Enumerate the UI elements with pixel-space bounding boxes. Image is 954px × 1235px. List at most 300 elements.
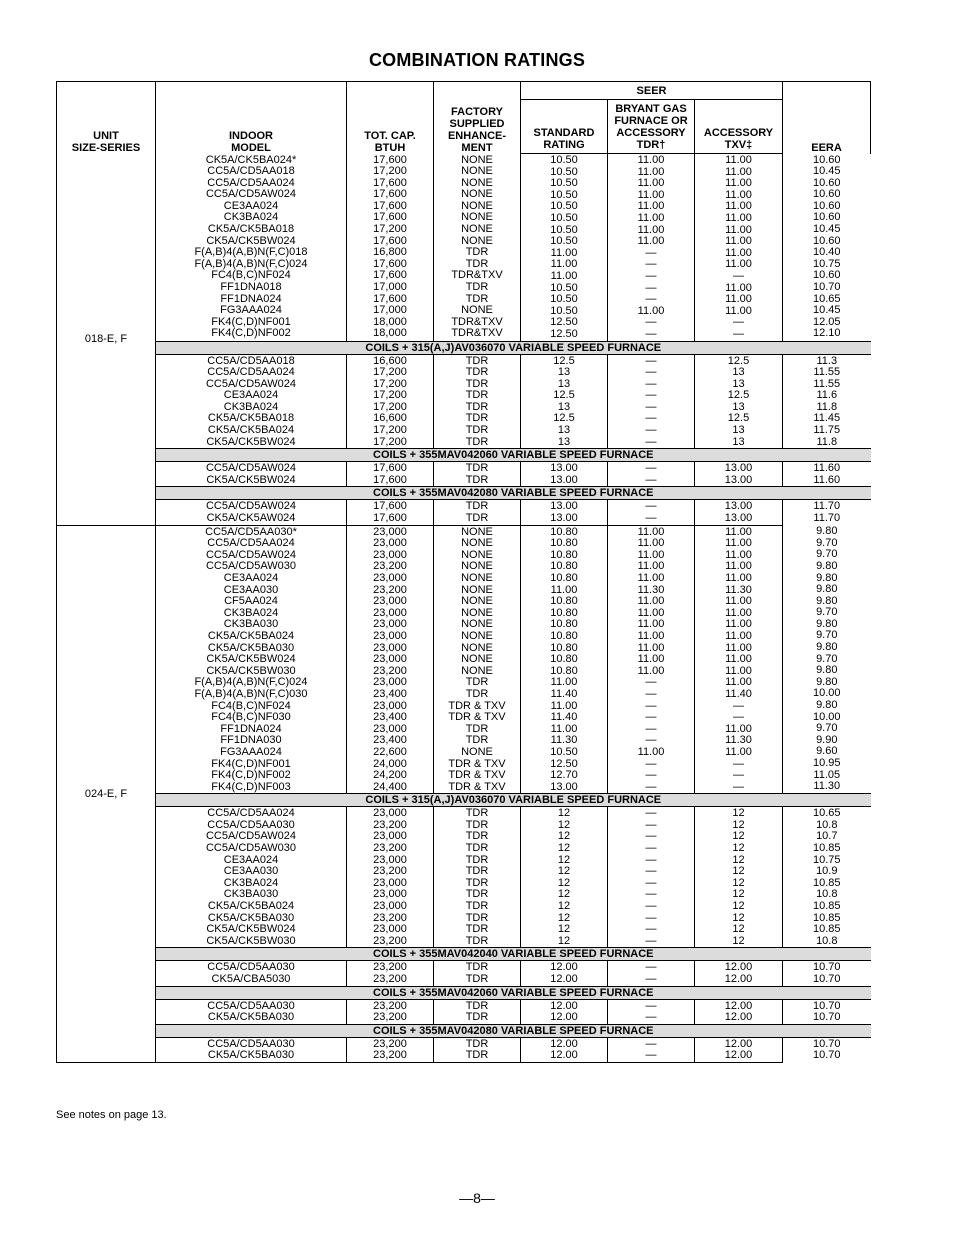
- table-cell: 11.55: [813, 377, 841, 390]
- table-cell: —: [645, 354, 657, 367]
- table-cell: 11.00: [550, 246, 578, 259]
- table-cell: 10.70: [813, 999, 841, 1012]
- table-cell: 10.80: [550, 572, 578, 584]
- table-cell: 11.00: [637, 641, 665, 654]
- table-cell: TDR: [465, 865, 489, 878]
- table-cell: 23,000: [373, 830, 407, 843]
- table-cell: —: [645, 757, 657, 770]
- table-cell: NONE: [461, 537, 493, 550]
- table-cell: CC5A/CD5AA030: [207, 1037, 295, 1050]
- table-cell: 10.80: [550, 629, 578, 642]
- table-cell: CK5A/CK5BA024: [207, 900, 295, 913]
- table-cell: TDR: [465, 257, 489, 270]
- table-cell: 9.60: [816, 745, 838, 758]
- table-cell: 13.00: [724, 462, 753, 475]
- table-cell: 17,600: [373, 234, 407, 247]
- table-cell: 12: [732, 923, 745, 936]
- table-cell: CK5A/CK5BW024: [206, 653, 296, 666]
- col-header-bryant-tdr: BRYANT GAS FURNACE OR ACCESSORY TDR†: [608, 100, 695, 154]
- table-cell: CE3AA024: [223, 199, 279, 212]
- table-cell: 11.00: [725, 304, 752, 317]
- table-cell: TDR: [465, 722, 489, 735]
- table-cell: 12.00: [550, 961, 578, 974]
- table-cell: CC5A/CD5AA030: [207, 999, 295, 1012]
- table-cell: 12: [732, 876, 745, 889]
- table-cell: NONE: [461, 583, 493, 596]
- table-cell: 10.70: [813, 973, 841, 985]
- table-cell: CC5A/CD5AA024: [207, 807, 295, 820]
- table-cell: CC5A/CD5AA024: [207, 176, 295, 189]
- eera-cell: [783, 961, 871, 986]
- table-cell: 13.00: [550, 780, 578, 793]
- table-cell: 10.70: [813, 281, 841, 294]
- table-cell: —: [645, 473, 657, 486]
- table-cell: 11.70: [813, 500, 841, 513]
- table-cell: 16,600: [373, 354, 407, 367]
- table-cell: 10.80: [550, 606, 578, 619]
- table-cell: 10.85: [813, 842, 841, 855]
- table-cell: FF1DNA024: [220, 722, 282, 735]
- table-cell: 12.5: [553, 389, 575, 402]
- table-cell: CE3AA030: [223, 865, 279, 878]
- table-cell: —: [733, 711, 745, 724]
- table-cell: 12: [557, 888, 571, 901]
- table-row-group: [57, 354, 871, 449]
- table-cell: 12.00: [724, 999, 753, 1012]
- table-cell: 11.00: [637, 653, 665, 666]
- table-cell: 10.65: [813, 292, 841, 305]
- table-cell: NONE: [461, 641, 493, 654]
- table-cell: CK3BA024: [223, 400, 279, 413]
- table-row-group: [57, 999, 871, 1024]
- table-cell: —: [645, 699, 657, 712]
- table-cell: 17,600: [373, 512, 407, 525]
- table-cell: 12: [557, 818, 571, 831]
- table-cell: CK5A/CK5BA024*: [205, 153, 297, 166]
- table-cell: 10.75: [813, 257, 841, 270]
- accessory-txv-cell: [695, 807, 783, 948]
- accessory-txv-cell: [695, 462, 783, 487]
- table-cell: CK3BA024: [223, 211, 279, 224]
- table-cell: 23,200: [373, 999, 407, 1012]
- table-cell: 23,200: [373, 973, 407, 985]
- table-cell: 17,200: [373, 389, 407, 402]
- table-cell: CC5A/CD5AW024: [205, 377, 297, 390]
- page-number: —8—: [459, 1190, 495, 1206]
- standard-rating-cell: [521, 961, 608, 986]
- table-cell: FK4(C,D)NF003: [211, 780, 291, 793]
- table-cell: CK3BA030: [223, 618, 279, 631]
- table-cell: 12: [732, 807, 745, 820]
- table-cell: 13: [557, 400, 571, 413]
- table-cell: TDR & TXV: [448, 699, 506, 712]
- table-cell: NONE: [461, 525, 493, 538]
- table-cell: 23,200: [373, 911, 407, 924]
- table-cell: 10.60: [813, 153, 841, 166]
- table-cell: FC4(B,C)NF024: [211, 699, 291, 712]
- table-cell: 10.50: [550, 211, 578, 224]
- table-cell: 23,200: [373, 842, 407, 855]
- table-cell: CC5A/CD5AW024: [205, 500, 297, 513]
- table-cell: 23,000: [373, 525, 407, 538]
- table-cell: 23,000: [373, 595, 407, 608]
- table-cell: 9.80: [816, 583, 838, 596]
- furnace-band-label: COILS + 355MAV042080 VARIABLE SPEED FURNACE: [156, 487, 871, 500]
- table-cell: 17,000: [373, 304, 407, 317]
- table-cell: TDR & TXV: [448, 780, 506, 793]
- table-cell: 11.70: [813, 512, 841, 525]
- table-cell: 10.85: [813, 876, 841, 889]
- col-header-factory-enhancement: FACTORY SUPPLIED ENHANCE- MENT: [434, 82, 521, 154]
- table-cell: TDR: [465, 923, 489, 936]
- table-cell: —: [645, 853, 657, 866]
- table-cell: 11.00: [725, 165, 752, 178]
- table-cell: TDR: [465, 934, 489, 947]
- table-cell: CC5A/CD5AA018: [207, 165, 295, 178]
- table-cell: 11.00: [637, 572, 665, 584]
- table-cell: FK4(C,D)NF002: [211, 769, 291, 782]
- table-cell: TDR: [465, 676, 489, 689]
- table-cell: 12.50: [550, 316, 578, 329]
- table-cell: —: [645, 876, 657, 889]
- table-cell: 10.80: [550, 641, 578, 654]
- table-cell: —: [645, 780, 657, 793]
- table-cell: TDR: [465, 818, 489, 831]
- table-cell: —: [645, 269, 657, 282]
- enhancement-cell: [434, 807, 521, 948]
- table-cell: 17,600: [373, 500, 407, 513]
- table-cell: 12.00: [550, 973, 578, 985]
- standard-rating-cell: [521, 462, 608, 487]
- table-cell: —: [645, 435, 657, 448]
- table-cell: 11.30: [813, 780, 841, 793]
- table-cell: 12.50: [550, 327, 578, 340]
- furnace-band-label: COILS + 355MAV042060 VARIABLE SPEED FURNACE: [156, 986, 871, 999]
- table-cell: 11.00: [725, 595, 752, 608]
- table-cell: 23,000: [373, 853, 407, 866]
- table-cell: TDR: [465, 687, 489, 700]
- table-cell: 11.00: [637, 745, 665, 758]
- table-cell: 13: [557, 377, 571, 390]
- table-cell: —: [645, 377, 657, 390]
- bryant-tdr-cell: [608, 154, 695, 342]
- table-cell: CK5A/CK5BW024: [206, 473, 296, 486]
- table-cell: 9.80: [816, 594, 838, 607]
- table-cell: 23,000: [373, 676, 407, 689]
- table-cell: 17,600: [373, 292, 407, 305]
- table-cell: 10.80: [550, 653, 578, 666]
- table-cell: —: [645, 366, 657, 379]
- table-cell: CK5A/CK5BW024: [206, 923, 296, 936]
- table-cell: NONE: [461, 572, 493, 584]
- table-cell: NONE: [461, 188, 493, 201]
- table-cell: 17,200: [373, 366, 407, 379]
- table-row-group: [57, 1037, 871, 1062]
- table-cell: TDR: [465, 888, 489, 901]
- table-cell: —: [645, 961, 657, 974]
- table-cell: 11.00: [725, 676, 752, 689]
- table-cell: 23,400: [373, 711, 407, 724]
- table-cell: 12.00: [550, 999, 578, 1012]
- table-cell: 11.40: [725, 687, 752, 700]
- table-cell: 13.00: [724, 512, 753, 525]
- table-cell: 9.80: [816, 641, 838, 654]
- furnace-band-label: COILS + 315(A,J)AV036070 VARIABLE SPEED FURNACE: [156, 341, 871, 354]
- table-cell: CC5A/CD5AA030: [207, 818, 295, 831]
- table-cell: 10.50: [550, 165, 578, 178]
- table-cell: 12: [732, 911, 745, 924]
- table-cell: 12: [732, 900, 745, 913]
- table-cell: TDR: [465, 842, 489, 855]
- table-cell: 23,200: [373, 818, 407, 831]
- table-row-group: [57, 961, 871, 986]
- table-cell: CK5A/CK5BA018: [207, 412, 295, 425]
- table-cell: 13.00: [550, 500, 578, 513]
- table-cell: NONE: [461, 199, 493, 212]
- bryant-tdr-cell: [608, 1037, 695, 1062]
- table-cell: TDR: [465, 1049, 489, 1062]
- col-header-unit: UNIT SIZE-SERIES: [57, 82, 156, 154]
- table-cell: 10.40: [813, 246, 841, 259]
- table-cell: CK5A/CK5BW030: [206, 934, 296, 947]
- col-header-seer: SEER: [521, 82, 783, 100]
- table-cell: 10.8: [816, 934, 838, 947]
- furnace-band-label: COILS + 355MAV042040 VARIABLE SPEED FURNACE: [156, 948, 871, 961]
- table-cell: —: [645, 911, 657, 924]
- bryant-tdr-cell: [608, 500, 695, 525]
- table-cell: 11.00: [550, 722, 578, 735]
- table-cell: 10.50: [550, 235, 578, 248]
- footnote: See notes on page 13.: [56, 1109, 167, 1121]
- standard-rating-cell: [521, 354, 608, 449]
- table-cell: 13.00: [550, 512, 578, 525]
- table-cell: 10.85: [813, 900, 841, 913]
- table-cell: —: [733, 327, 745, 340]
- table-cell: 23,000: [373, 629, 407, 642]
- col-header-tot-cap: TOT. CAP. BTUH: [347, 82, 434, 154]
- table-cell: FK4(C,D)NF001: [211, 315, 291, 328]
- table-cell: 24,200: [373, 769, 407, 782]
- table-cell: 13: [732, 377, 745, 390]
- table-cell: 23,200: [373, 583, 407, 596]
- tot-cap-cell: [347, 500, 434, 525]
- table-cell: 11.30: [637, 583, 665, 596]
- table-cell: 9.80: [816, 675, 838, 688]
- accessory-txv-cell: [695, 154, 783, 342]
- table-cell: 10.45: [813, 223, 841, 236]
- table-cell: 10.50: [550, 745, 578, 758]
- table-cell: 11.00: [637, 595, 665, 608]
- table-cell: 13: [732, 366, 745, 379]
- table-cell: 10.50: [550, 304, 578, 317]
- table-cell: 10.60: [813, 199, 841, 212]
- table-cell: TDR & TXV: [448, 711, 506, 724]
- table-cell: 11.00: [725, 560, 752, 573]
- table-cell: —: [645, 818, 657, 831]
- table-cell: 11.8: [816, 400, 838, 413]
- accessory-txv-cell: [695, 961, 783, 986]
- enhancement-cell: [434, 1037, 521, 1062]
- table-cell: 11.00: [725, 722, 752, 735]
- eera-cell: [783, 1037, 871, 1062]
- table-cell: 9.70: [816, 722, 838, 735]
- table-cell: FG3AAA024: [220, 304, 282, 317]
- table-cell: 10.95: [813, 757, 841, 769]
- table-cell: 12: [732, 888, 745, 901]
- table-cell: 9.80: [816, 525, 838, 538]
- table-row-group: [57, 807, 871, 948]
- table-cell: TDR: [465, 366, 489, 379]
- table-cell: 12.00: [724, 1011, 753, 1024]
- table-cell: —: [645, 400, 657, 413]
- table-cell: 12.70: [550, 769, 578, 782]
- table-cell: 9.70: [816, 606, 838, 619]
- page-title: COMBINATION RATINGS: [368, 50, 586, 70]
- table-cell: F(A,B)4(A,B)N(F,C)024: [194, 676, 308, 689]
- tot-cap-cell: [347, 354, 434, 449]
- indoor-model-cell: [156, 525, 347, 794]
- table-cell: 17,600: [373, 176, 407, 189]
- table-cell: CE3AA030: [223, 583, 279, 596]
- table-cell: TDR: [465, 281, 489, 294]
- table-cell: 23,200: [373, 934, 407, 947]
- table-cell: 12.5: [727, 412, 750, 425]
- table-cell: 23,000: [373, 888, 407, 901]
- table-cell: 9.70: [816, 548, 838, 561]
- table-cell: 11.00: [550, 583, 578, 596]
- tot-cap-cell: [347, 999, 434, 1024]
- table-cell: NONE: [461, 595, 493, 608]
- table-cell: —: [733, 769, 745, 782]
- table-cell: TDR: [465, 500, 489, 513]
- table-cell: 17,600: [373, 473, 407, 486]
- table-cell: 23,200: [373, 865, 407, 878]
- table-cell: CK5A/CK5BW024: [206, 234, 296, 247]
- enhancement-cell: [434, 462, 521, 487]
- table-cell: —: [733, 757, 745, 770]
- table-cell: 10.80: [550, 618, 578, 631]
- table-cell: NONE: [461, 560, 493, 573]
- table-cell: —: [645, 1049, 657, 1062]
- table-cell: 10.85: [813, 923, 841, 936]
- table-cell: —: [645, 412, 657, 425]
- table-cell: 10.65: [813, 807, 841, 820]
- table-cell: —: [645, 865, 657, 878]
- bryant-tdr-cell: [608, 999, 695, 1024]
- table-cell: TDR: [465, 462, 489, 475]
- table-cell: 11.00: [725, 200, 752, 213]
- eera-cell: [783, 354, 871, 449]
- table-cell: F(A,B)4(A,B)N(F,C)018: [194, 246, 308, 259]
- table-cell: CK5A/CK5BW024: [206, 435, 296, 448]
- table-cell: 10.50: [550, 200, 578, 213]
- table-cell: 12.00: [550, 1049, 578, 1062]
- table-cell: TDR: [465, 973, 489, 985]
- table-cell: 12.00: [724, 1049, 753, 1062]
- table-cell: 11.55: [813, 366, 841, 379]
- table-cell: TDR: [465, 473, 489, 486]
- ratings-body: [57, 154, 871, 1063]
- table-cell: 10.80: [550, 595, 578, 608]
- table-cell: 13: [557, 366, 571, 379]
- table-cell: 12: [557, 807, 571, 820]
- table-cell: 11.3: [816, 354, 838, 367]
- indoor-model-cell: [156, 961, 347, 986]
- table-cell: —: [645, 258, 657, 271]
- table-cell: TDR: [465, 389, 489, 402]
- table-cell: 23,000: [373, 641, 407, 654]
- table-cell: 23,400: [373, 734, 407, 747]
- table-cell: 12.05: [813, 315, 841, 328]
- table-cell: 11.00: [637, 664, 665, 677]
- table-cell: 13.00: [724, 473, 753, 486]
- table-cell: 23,000: [373, 606, 407, 619]
- table-cell: 10.60: [813, 176, 841, 189]
- table-cell: 10.45: [813, 165, 841, 178]
- table-cell: TDR: [465, 853, 489, 866]
- table-cell: 23,000: [373, 900, 407, 913]
- table-cell: 12.00: [550, 1011, 578, 1024]
- table-cell: 17,600: [373, 269, 407, 282]
- table-cell: 13: [732, 435, 745, 448]
- table-cell: 11.00: [725, 664, 752, 677]
- table-cell: CK5A/CK5BA024: [207, 629, 295, 642]
- table-cell: 12: [557, 865, 571, 878]
- table-cell: CK3BA024: [223, 606, 279, 619]
- table-cell: 17,600: [373, 199, 407, 212]
- table-cell: 9.70: [816, 629, 838, 642]
- table-cell: —: [645, 842, 657, 855]
- table-cell: NONE: [461, 618, 493, 631]
- table-cell: FF1DNA024: [220, 292, 282, 305]
- table-cell: —: [645, 734, 657, 747]
- table-cell: 16,800: [373, 246, 407, 259]
- table-cell: 11.00: [725, 154, 752, 166]
- table-cell: —: [645, 512, 657, 525]
- table-cell: 11.00: [637, 525, 665, 538]
- table-cell: 10.70: [813, 961, 841, 974]
- eera-cell: [783, 154, 871, 342]
- table-cell: 23,000: [373, 876, 407, 889]
- table-cell: 17,200: [373, 377, 407, 390]
- table-cell: 13: [557, 424, 571, 437]
- table-cell: 12: [732, 818, 745, 831]
- table-cell: NONE: [461, 745, 493, 758]
- table-cell: —: [645, 830, 657, 843]
- table-cell: 9.90: [816, 733, 838, 746]
- table-cell: 23,000: [373, 923, 407, 936]
- table-cell: 11.00: [637, 177, 665, 190]
- table-cell: TDR: [465, 876, 489, 889]
- table-cell: 23,200: [373, 560, 407, 573]
- table-cell: 12.50: [550, 757, 578, 770]
- table-cell: 12.5: [553, 354, 575, 367]
- table-cell: FK4(C,D)NF001: [211, 757, 291, 770]
- table-cell: NONE: [461, 664, 493, 677]
- table-cell: 23,400: [373, 687, 407, 700]
- eera-cell: [783, 462, 871, 487]
- bryant-tdr-cell: [608, 525, 695, 794]
- table-cell: TDR: [465, 734, 489, 747]
- table-cell: CK5A/CK5BA030: [207, 1011, 295, 1024]
- table-cell: 10.80: [550, 525, 578, 538]
- table-cell: 11.00: [725, 246, 752, 259]
- enhancement-cell: [434, 500, 521, 525]
- accessory-txv-cell: [695, 354, 783, 449]
- table-cell: 9.80: [816, 617, 838, 630]
- table-cell: 10.80: [550, 560, 578, 573]
- table-cell: —: [645, 389, 657, 402]
